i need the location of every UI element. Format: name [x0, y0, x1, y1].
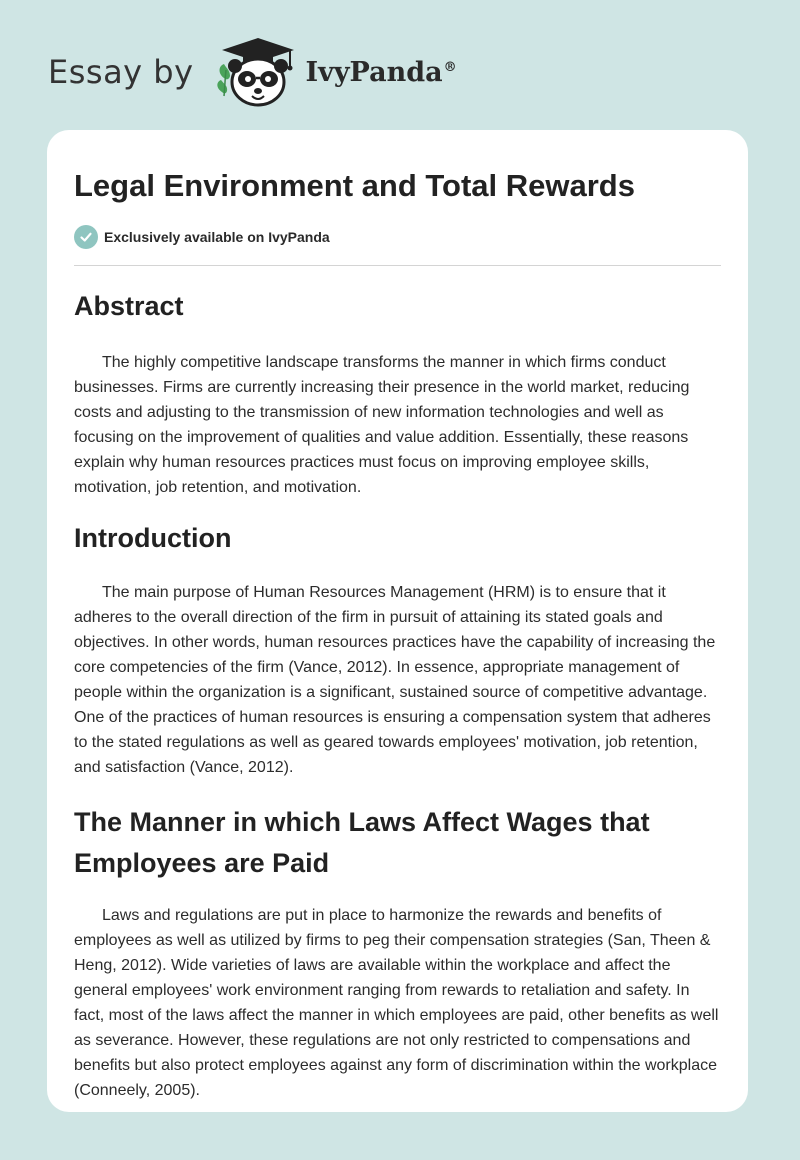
section-paragraph: The highly competitive landscape transforms the manner in which firms conduct businesses. Firms are currently increasing their presence in the world market, reducing costs and adjusting to the transmission of new information technologies and well as focusing on the improvement of qualities and value addition. Essentially, these reasons explain why human resources practices must focus on improving employee skills, motivation, job retention, and motivation. — [74, 354, 690, 496]
brand-name: IvyPanda® — [305, 56, 457, 88]
brand-prefix: Essay by — [48, 53, 194, 91]
section-abstract — [74, 286, 721, 500]
section-paragraph: Laws and regulations are put in place to harmonize the rewards and benefits of employees as well as utilized by firms to peg their compensation strategies (San, Theen & Heng, 2012). Wide varieties of laws are available within the workplace and affect the general employees' work environment ranging from rewards to retaliation and safety. In fact, most of the laws affect the manner in which employees are paid, other benefits as well as severance. However, these regulations are not only restricted to compensations and benefits but also protect employees against any form of discrimination within the workplace (Conneely, 2005). — [74, 907, 719, 1099]
site-brand[interactable] — [48, 34, 457, 110]
checkmark-icon — [74, 225, 98, 249]
ivypanda-logo-icon — [210, 34, 302, 110]
section-heading: Introduction — [74, 523, 232, 553]
article-title: Legal Environment and Total Rewards — [74, 168, 635, 203]
article-card — [47, 130, 748, 1112]
exclusive-badge-label: Exclusively available on IvyPanda — [104, 229, 330, 245]
section-laws-affect-wages — [74, 802, 721, 1103]
section-introduction — [74, 518, 721, 780]
title-divider — [74, 265, 721, 266]
section-paragraph: The main purpose of Human Resources Management (HRM) is to ensure that it adheres to the overall direction of the firm in pursuit of attaining its stated goals and objectives. In other words, human resources practices have the capability of increasing the core competencies of the firm (Vance, 2012). In essence, appropriate management of people within the organization is a significant, sustained source of competitive advantage. One of the practices of human resources is ensuring a compensation system that adheres to the stated regulations as well as geared towards employees' motivation, job retention, and satisfaction (Vance, 2012). — [74, 584, 716, 776]
section-heading: The Manner in which Laws Affect Wages that Employees are Paid — [74, 807, 650, 878]
section-heading: Abstract — [74, 291, 184, 321]
exclusive-badge — [74, 225, 721, 249]
